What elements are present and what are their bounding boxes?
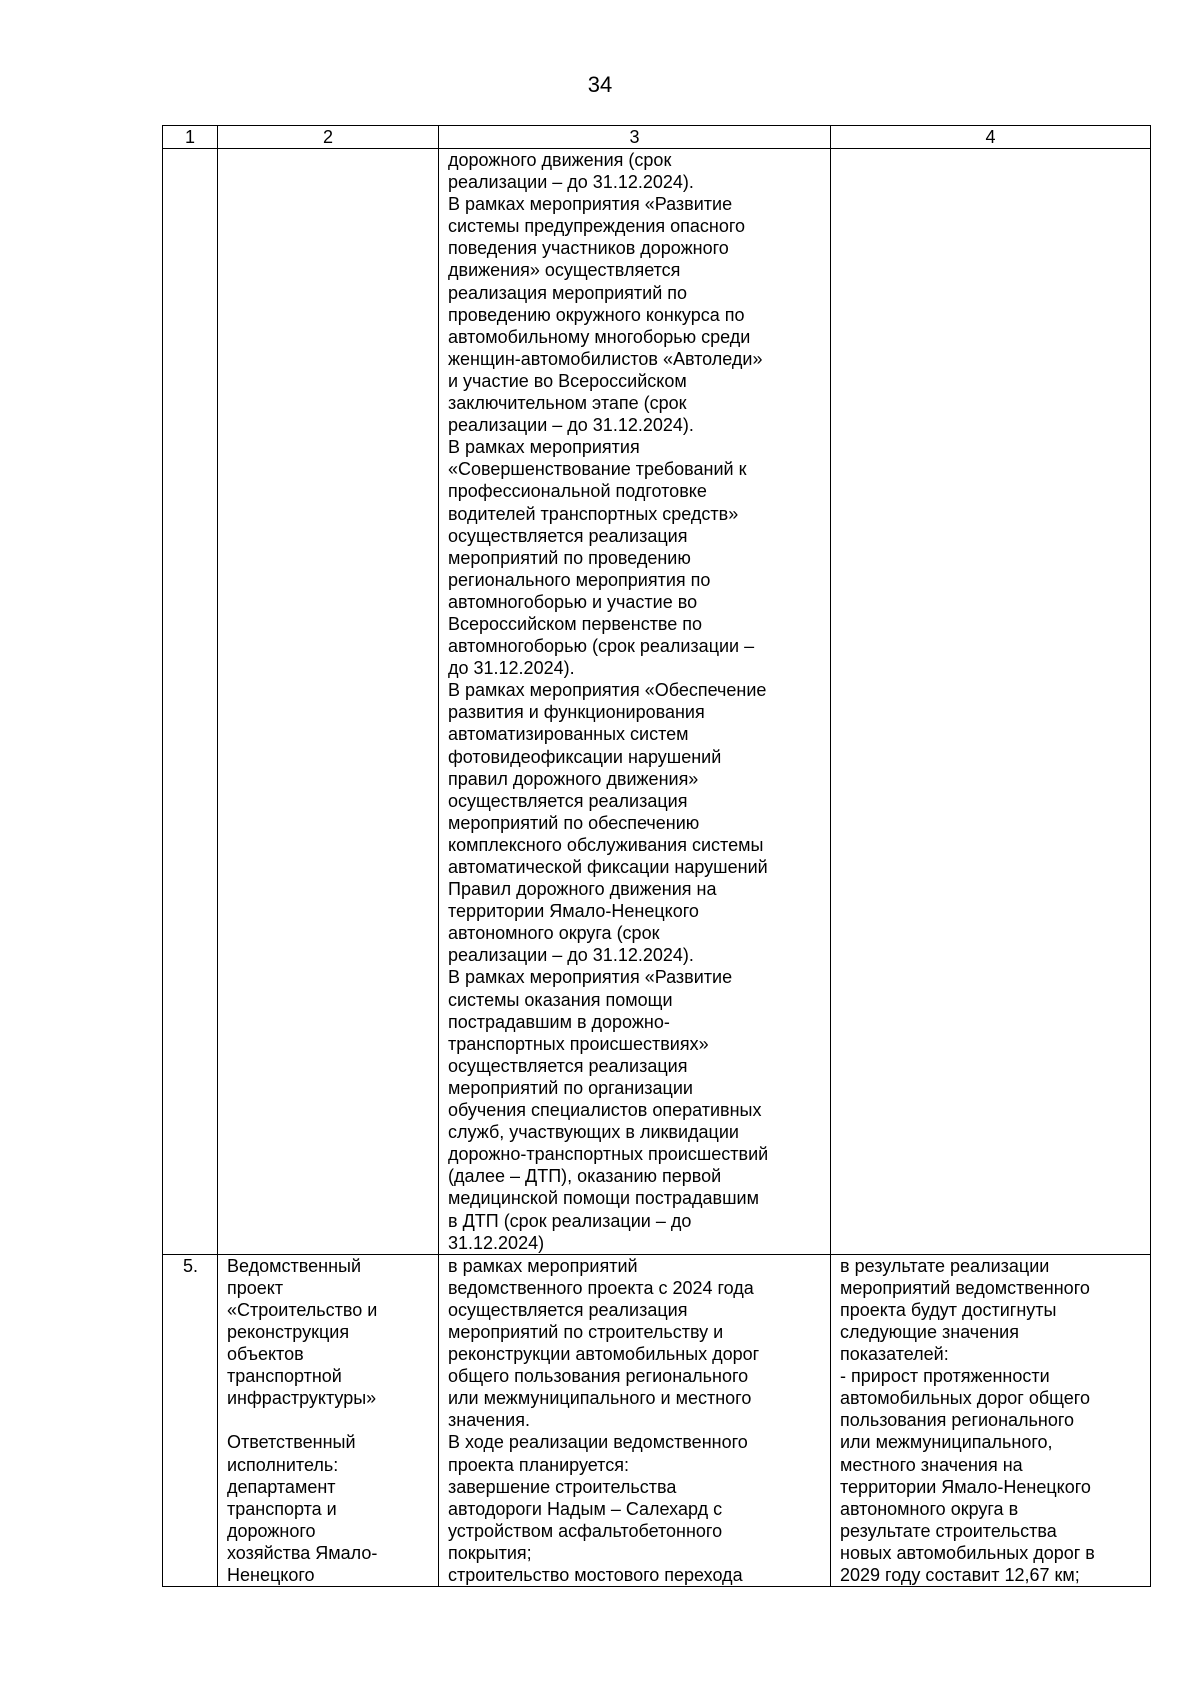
text-line: автоматизированных систем xyxy=(448,724,689,745)
text-line: водителей транспортных средств» xyxy=(448,503,739,524)
measures-table xyxy=(162,125,1151,1587)
text-line: мероприятий ведомственного xyxy=(840,1277,1090,1298)
continuation-col-1 xyxy=(163,149,218,1255)
text-line: мероприятий по организации xyxy=(448,1077,693,1098)
text-line: фотовидеофиксации нарушений xyxy=(448,746,722,767)
text-line: транспортных происшествиях» xyxy=(448,1033,709,1054)
row-5-results xyxy=(831,1254,1151,1586)
page-number: 34 xyxy=(587,72,613,97)
text-line: (далее – ДТП), оказанию первой xyxy=(448,1166,722,1187)
text-line: реализация мероприятий по xyxy=(448,282,688,303)
text-line: реализации – до 31.12.2024). xyxy=(448,945,694,966)
text-line: мероприятий по строительству и xyxy=(448,1321,724,1342)
text-line: автоматической фиксации нарушений xyxy=(448,857,768,877)
text-line: В рамках мероприятия «Развитие xyxy=(448,967,733,988)
text-line: осуществляется реализация xyxy=(448,1299,688,1320)
text-line: служб, участвующих в ликвидации xyxy=(448,1122,739,1143)
text-line: в рамках мероприятий xyxy=(448,1255,638,1276)
text-line: осуществляется реализация xyxy=(448,790,688,811)
text-line: местного значения на xyxy=(840,1454,1023,1475)
text-line: или межмуниципального, xyxy=(840,1432,1053,1453)
text-line: показателей: xyxy=(840,1344,949,1365)
continuation-col-4 xyxy=(831,149,1151,1255)
text-line: В рамках мероприятия xyxy=(448,437,640,458)
continuation-col-2 xyxy=(218,149,439,1255)
header-col-4: 4 xyxy=(831,126,1151,149)
header-col-3: 3 xyxy=(439,126,831,149)
text-line: медицинской помощи пострадавшим xyxy=(448,1188,759,1209)
text-line: покрытия; xyxy=(448,1542,532,1563)
text-line: мероприятий по обеспечению xyxy=(448,812,700,833)
text-line: мероприятий по проведению xyxy=(448,547,691,568)
text-line: комплексного обслуживания системы xyxy=(448,834,764,855)
text-line: в результате реализации xyxy=(840,1255,1050,1276)
text-line: устройством асфальтобетонного xyxy=(448,1520,723,1541)
text-line: автомногоборью и участие во xyxy=(448,591,698,612)
text-line: В рамках мероприятия «Развитие xyxy=(448,194,733,215)
text-line: осуществляется реализация xyxy=(448,525,688,546)
text-line: департамент xyxy=(227,1476,336,1497)
text-line: автомногоборью (срок реализации – xyxy=(448,636,755,657)
text-line: регионального мероприятия по xyxy=(448,569,711,590)
text-line: территории Ямало-Ненецкого xyxy=(448,901,699,922)
text-line: следующие значения xyxy=(840,1321,1019,1342)
text-line: осуществляется реализация xyxy=(448,1055,688,1076)
text-line: автономного округа (срок xyxy=(448,923,660,944)
text-line: автомобильных дорог общего xyxy=(840,1388,1090,1409)
text-line: до 31.12.2024). xyxy=(448,658,575,679)
text-line: транспорта и xyxy=(227,1498,337,1519)
text-line: проекта будут достигнуты xyxy=(840,1299,1057,1320)
text-line: - прирост протяженности xyxy=(840,1366,1050,1387)
header-col-1: 1 xyxy=(163,126,218,149)
text-line: автодороги Надым – Салехард с xyxy=(448,1498,723,1519)
text-line: объектов xyxy=(227,1344,304,1365)
text-line: ведомственного проекта с 2024 года xyxy=(448,1277,754,1298)
text-line: или межмуниципального и местного xyxy=(448,1388,752,1409)
text-line: реконструкция xyxy=(227,1321,350,1342)
text-line: завершение строительства xyxy=(448,1476,677,1497)
text-line: 31.12.2024) xyxy=(448,1232,545,1253)
text-line: реконструкции автомобильных дорог xyxy=(448,1344,760,1365)
text-line: Правил дорожного движения на xyxy=(448,879,717,900)
text-line: дорожного xyxy=(227,1520,316,1541)
header-row xyxy=(163,126,1151,149)
text-line: новых автомобильных дорог в xyxy=(840,1542,1095,1563)
continuation-col-3 xyxy=(439,149,831,1255)
row-5-project xyxy=(218,1254,439,1586)
text-line: инфраструктуры» xyxy=(227,1388,377,1409)
row-5-number: 5. xyxy=(163,1254,218,1586)
text-line: дорожного движения (срок xyxy=(448,150,672,170)
text-line: проведению окружного конкурса по xyxy=(448,304,745,325)
text-line: территории Ямало-Ненецкого xyxy=(840,1476,1091,1497)
text-line: транспортной xyxy=(227,1366,342,1387)
text-line: автомобильному многоборью среди xyxy=(448,326,751,347)
text-line: профессиональной подготовке xyxy=(448,481,707,502)
text-line: Всероссийском первенстве по xyxy=(448,613,703,634)
text-line: проект xyxy=(227,1277,284,1298)
text-line: и участие во Всероссийском xyxy=(448,370,687,391)
text-line: Ответственный xyxy=(227,1432,356,1453)
text-line: обучения специалистов оперативных xyxy=(448,1100,762,1121)
text-line: общего пользования регионального xyxy=(448,1366,749,1387)
table-row-5 xyxy=(163,1254,1151,1586)
text-line: пользования регионального xyxy=(840,1410,1075,1431)
text-line: исполнитель: xyxy=(227,1454,339,1475)
blank-line xyxy=(227,1409,430,1431)
text-line: развития и функционирования xyxy=(448,702,705,723)
text-line: В ходе реализации ведомственного xyxy=(448,1432,748,1453)
row-5-description xyxy=(439,1254,831,1586)
text-line: женщин-автомобилистов «Автоледи» xyxy=(448,348,763,369)
text-line: системы предупреждения опасного xyxy=(448,216,746,237)
text-line: дорожно-транспортных происшествий xyxy=(448,1144,769,1165)
text-line: в ДТП (срок реализации – до xyxy=(448,1210,692,1231)
header-col-2: 2 xyxy=(218,126,439,149)
text-line: системы оказания помощи xyxy=(448,989,673,1010)
text-line: Ведомственный xyxy=(227,1255,361,1276)
text-line: 2029 году составит 12,67 км; xyxy=(840,1565,1080,1585)
text-line: пострадавшим в дорожно- xyxy=(448,1011,670,1032)
text-line: Ненецкого xyxy=(227,1565,315,1585)
text-line: «Строительство и xyxy=(227,1299,378,1320)
text-line: результате строительства xyxy=(840,1520,1057,1541)
text-line: «Совершенствование требований к xyxy=(448,459,747,480)
table-row-continuation xyxy=(163,149,1151,1255)
text-line: значения. xyxy=(448,1410,530,1431)
text-line: хозяйства Ямало- xyxy=(227,1542,378,1563)
text-line: движения» осуществляется xyxy=(448,260,681,281)
text-line: реализации – до 31.12.2024). xyxy=(448,415,694,436)
text-line: заключительном этапе (срок xyxy=(448,393,687,414)
text-line: строительство мостового перехода xyxy=(448,1565,743,1585)
text-line: проекта планируется: xyxy=(448,1454,629,1475)
text-line: реализации – до 31.12.2024). xyxy=(448,172,694,193)
text-line: правил дорожного движения» xyxy=(448,768,699,789)
text-line: поведения участников дорожного xyxy=(448,238,729,259)
text-line: В рамках мероприятия «Обеспечение xyxy=(448,680,767,701)
text-line: автономного округа в xyxy=(840,1498,1019,1519)
